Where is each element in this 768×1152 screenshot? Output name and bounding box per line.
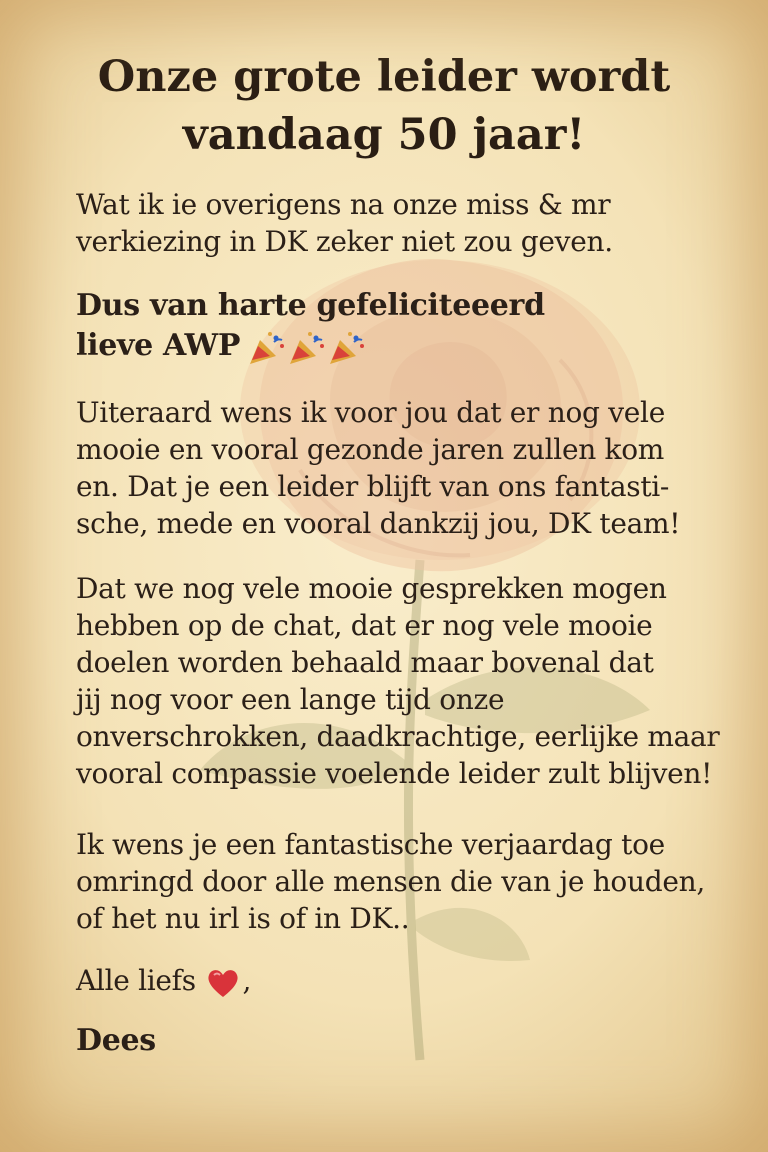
wish-paragraph-1: Uiteraard wens ik voor jou dat er nog vele mooie en vooral gezonde jaren zullen kom en. Dat je een leider blijft van ons fantasti- sche, mede en vooral dankzij jou, DK team! xyxy=(76,396,681,540)
wish-paragraph-3: Ik wens je een fantastische verjaardag toe omringd door alle mensen die van je houden, of het nu irl is of in DK.. xyxy=(76,828,705,935)
closing-line xyxy=(76,962,756,999)
closing-text: Alle liefs xyxy=(76,964,196,997)
party-popper-icon xyxy=(326,330,366,366)
party-popper-icon xyxy=(246,330,286,366)
red-heart-icon xyxy=(206,967,240,999)
congrats-text: Dus van harte gefeliciteeerd lieve AWP xyxy=(76,288,545,363)
signature: Dees xyxy=(76,1023,156,1058)
congrats-heading xyxy=(76,286,756,367)
intro-paragraph: Wat ik ie overigens na onze miss & mr verkiezing in DK zeker niet zou geven. xyxy=(76,188,613,258)
party-popper-icon xyxy=(286,330,326,366)
party-popper-row xyxy=(246,327,366,367)
card-title: Onze grote leider wordt vandaag 50 jaar! xyxy=(97,52,671,161)
closing-comma: , xyxy=(242,964,252,997)
wish-paragraph-2: Dat we nog vele mooie gesprekken mogen hebben op de chat, dat er nog vele mooie doelen worden behaald maar bovenal dat jij nog voor een lange tijd onze onverschrokken, daadkrachtige, eerlijke maar vooral compassie voelende leider zult blijven! xyxy=(76,572,720,790)
